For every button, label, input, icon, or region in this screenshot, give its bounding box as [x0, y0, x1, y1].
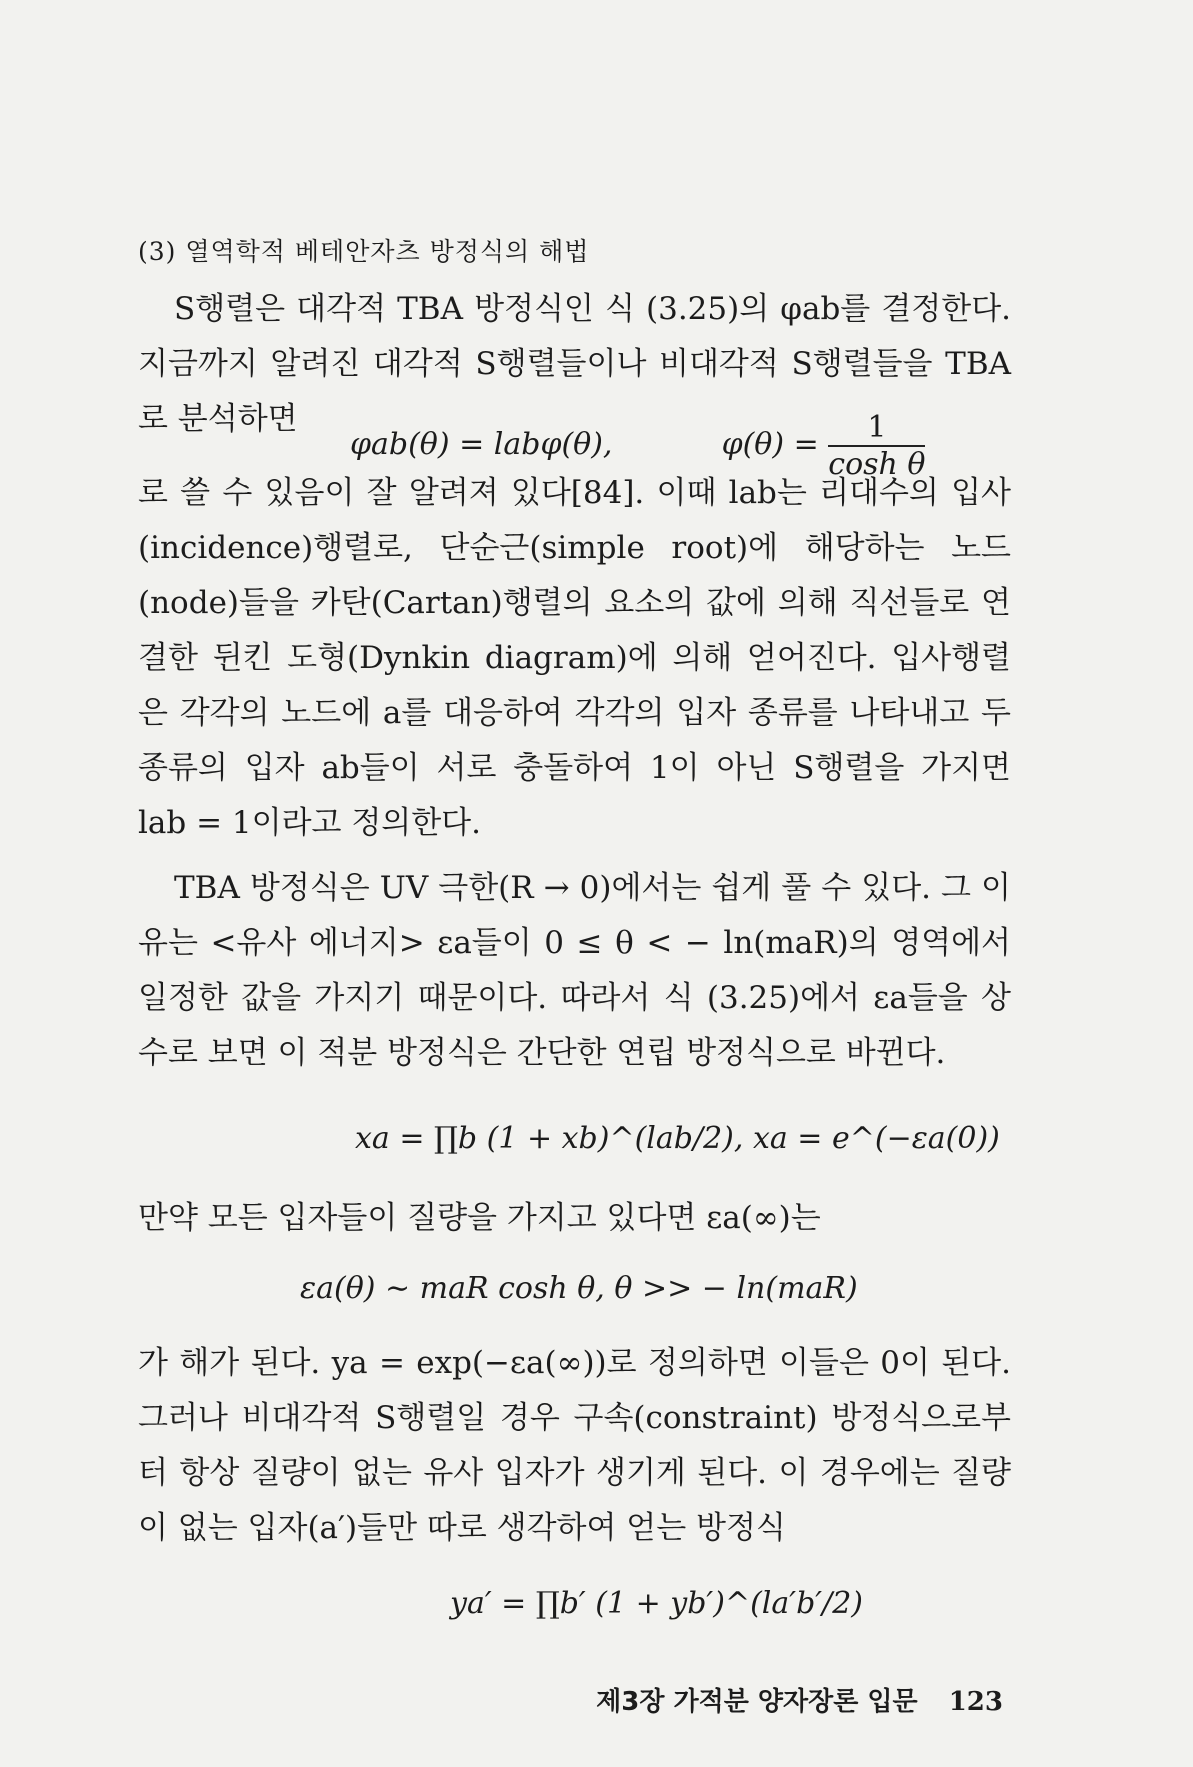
paragraph-1: S행렬은 대각적 TBA 방정식인 식 (3.25)의 φab를 결정한다. 지금까지 알려진 대각적 S행렬들이나 비대각적 S행렬들을 TBA로 분석하면 — [138, 291, 1011, 437]
equation-epsilon: εa(θ) ∼ maR cosh θ, θ >> − ln(maR) — [300, 1271, 858, 1306]
chapter-title: 제3장 가적분 양자장론 입문 — [596, 1687, 918, 1717]
equation-phi-left: φab(θ) = labφ(θ), — [350, 427, 613, 462]
equation-phi-right-lhs: φ(θ) = — [721, 427, 819, 462]
paragraph-4: 만약 모든 입자들이 질량을 가지고 있다면 εa(∞)는 — [138, 1200, 821, 1236]
page-number: 123 — [948, 1687, 1003, 1717]
equation-xa: xa = ∏b (1 + xb)^(lab/2), xa = e^(−εa(0)) — [355, 1121, 1000, 1156]
paragraph-5: 가 해가 된다. ya = exp(−εa(∞))로 정의하면 이들은 0이 된다. 그러나 비대각적 S행렬일 경우 구속(constraint) 방정식으로부터 항상 질량이 없는 유사 입자가 생기게 된다. 이 경우에는 질량이 없는 입자(a′)들만 따로 생각하여 얻는 방정식 — [138, 1345, 1011, 1546]
paragraph-2: 로 쓸 수 있음이 잘 알려져 있다[84]. 이때 lab는 리대수의 입사(incidence)행렬로, 단순근(simple root)에 해당하는 노드(node)들을 카탄(Cartan)행렬의 요소의 값에 의해 직선들로 연결한 뒨킨 도형(Dynkin diagram)에 의해 얻어진다. 입사행렬은 각각의 노드에 a를 대응하여 각각의 입자 종류를 나타내고 두 종류의 입자 ab들이 서로 충돌하여 1이 아닌 S행렬을 가지면 lab = 1이라고 정의한다. — [138, 475, 1011, 841]
section-heading: (3) 열역학적 베테안자츠 방정식의 해법 — [138, 237, 590, 266]
paragraph-3: TBA 방정식은 UV 극한(R → 0)에서는 쉽게 풀 수 있다. 그 이유는 <유사 에너지> εa들이 0 ≤ θ < − ln(maR)의 영역에서 일정한 값을 가지기 때문이다. 따라서 식 (3.25)에서 εa들을 상수로 보면 이 적분 방정식은 간단한 연립 방정식으로 바뀐다. — [138, 870, 1011, 1071]
fraction-numerator: 1 — [828, 410, 925, 447]
fraction-denominator: cosh θ — [828, 447, 926, 482]
page-footer — [596, 1681, 1003, 1718]
equation-ya-prime: ya′ = ∏b′ (1 + yb′)^(la′b′/2) — [450, 1586, 863, 1621]
